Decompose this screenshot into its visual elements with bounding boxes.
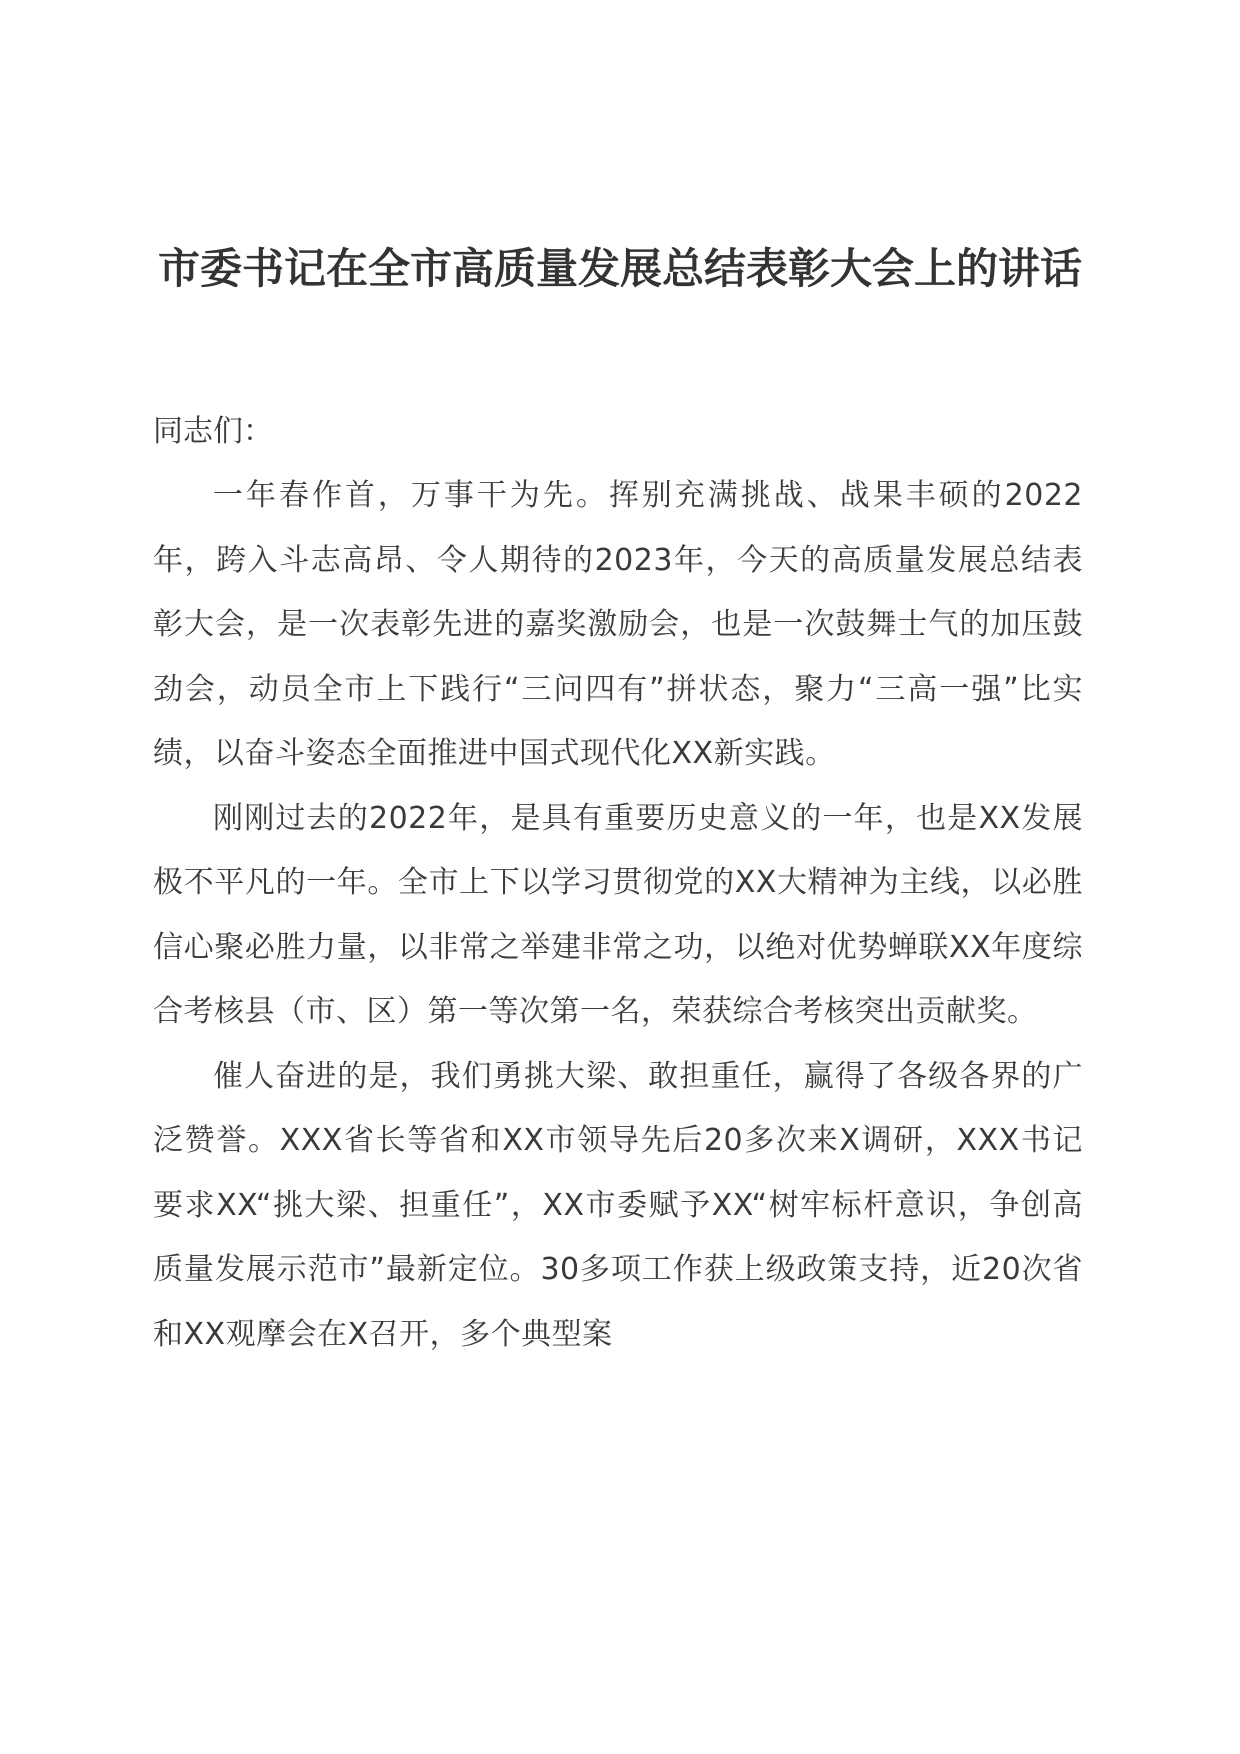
document-body [153,400,1083,1367]
paragraph-1: 一年春作首，万事干为先。挥别充满挑战、战果丰硕的2022年，跨入斗志高昂、令人期待的2023年，今天的高质量发展总结表彰大会，是一次表彰先进的嘉奖激励会，也是一次鼓舞士气的加压鼓劲会，动员全市上下践行“三问四有”拼状态，聚力“三高一强”比实绩，以奋斗姿态全面推进中国式现代化XX新实践。 [153,478,1083,771]
paragraph-3: 催人奋进的是，我们勇挑大梁、敢担重任，赢得了各级各界的广泛赞誉。XXX省长等省和XX市领导先后20多次来X调研，XXX书记要求XX“挑大梁、担重任”，XX市委赋予XX“树牢标杆意识，争创高质量发展示范市”最新定位。30多项工作获上级政策支持，近20次省和XX观摩会在X召开，多个典型案 [153,1058,1083,1352]
salutation: 同志们： [153,414,273,449]
paragraph-2: 刚刚过去的2022年，是具有重要历史意义的一年，也是XX发展极不平凡的一年。全市上下以学习贯彻党的XX大精神为主线，以必胜信心聚必胜力量，以非常之举建非常之功，以绝对优势蝉联XX年度综合考核县（市、区）第一等次第一名，荣获综合考核突出贡献奖。 [153,800,1083,1029]
document-title: 市委书记在全市高质量发展总结表彰大会上的讲话 [157,244,1082,293]
